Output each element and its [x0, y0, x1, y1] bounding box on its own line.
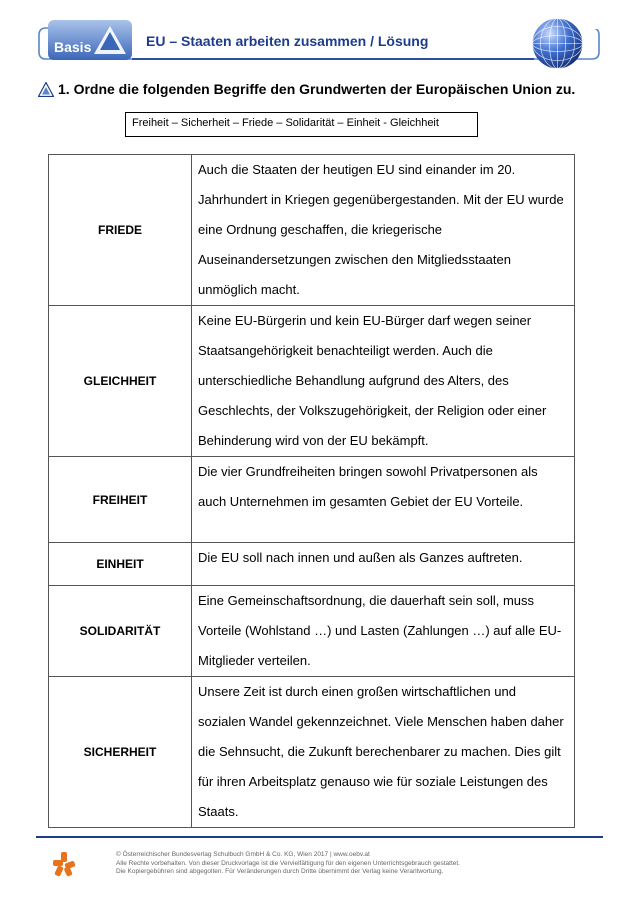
description-cell: Auch die Staaten der heutigen EU sind einander im 20. Jahrhundert in Kriegen gegenübergestanden. Mit der EU wurde eine Ordnung geschaffen, die kriegerische Auseinandersetzungen zwischen den Mitgliedsstaaten unmöglich macht.	[192, 155, 575, 306]
terms-box: Freiheit – Sicherheit – Friede – Solidarität – Einheit - Gleichheit	[125, 112, 478, 137]
term-cell: SOLIDARITÄT	[49, 586, 192, 677]
term-cell: GLEICHHEIT	[49, 306, 192, 457]
term-cell: EINHEIT	[49, 543, 192, 586]
term-cell: FREIHEIT	[49, 457, 192, 543]
table-row	[49, 457, 575, 543]
table-row	[49, 543, 575, 586]
footer-copyright	[116, 851, 460, 877]
table-row	[49, 155, 575, 306]
description-cell: Eine Gemeinschaftsordnung, die dauerhaft sein soll, muss Vorteile (Wohlstand …) und Lasten (Zahlungen …) auf alle EU-Mitglieder verteilen.	[192, 586, 575, 677]
values-table	[48, 154, 575, 828]
basis-logo	[48, 20, 132, 60]
term-cell: SICHERHEIT	[49, 677, 192, 828]
description-cell: Keine EU-Bürgerin und kein EU-Bürger darf wegen seiner Staatsangehörigkeit benachteiligt werden. Auch die unterschiedliche Behandlung aufgrund des Alters, des Geschlechts, der Volkszugehörigkeit, der Religion oder einer Behinderung wird von der EU bekämpft.	[192, 306, 575, 457]
task-title: 1. Ordne die folgenden Begriffe den Grundwerten der Europäischen Union zu.	[58, 81, 576, 97]
globe-icon	[530, 16, 585, 71]
table-row	[49, 306, 575, 457]
term-cell: FRIEDE	[49, 155, 192, 306]
logo-text: Basis	[54, 39, 92, 55]
table-row	[49, 586, 575, 677]
footer-divider	[36, 836, 603, 838]
footer-line-3: Die Kopiergebühren sind abgegolten. Für Veränderungen durch Dritte übernimmt der Verlag keine Verantwortung.	[116, 868, 444, 875]
task-icon	[38, 82, 54, 97]
description-cell: Die EU soll nach innen und außen als Ganzes auftreten.	[192, 543, 575, 586]
publisher-logo-icon	[52, 851, 76, 877]
footer-line-2: Alle Rechte vorbehalten. Von dieser Druckvorlage ist die Vervielfältigung für den eigenen Unterrichtsgebrauch gestattet.	[116, 859, 460, 867]
page-title: EU – Staaten arbeiten zusammen / Lösung	[146, 33, 429, 49]
description-cell: Unsere Zeit ist durch einen großen wirtschaftlichen und sozialen Wandel gekennzeichnet. Viele Menschen haben daher die Sehnsucht, die Zukunft berechenbarer zu machen. Dies gilt für ihren Arbeitsplatz genauso wie für soziale Leistungen des Staats.	[192, 677, 575, 828]
footer-line-1: © Österreichischer Bundesverlag Schulbuch GmbH & Co. KG, Wien 2017 | www.oebv.at	[116, 851, 370, 858]
table-row	[49, 677, 575, 828]
description-cell: Die vier Grundfreiheiten bringen sowohl Privatpersonen als auch Unternehmen im gesamten Gebiet der EU Vorteile.	[192, 457, 575, 543]
